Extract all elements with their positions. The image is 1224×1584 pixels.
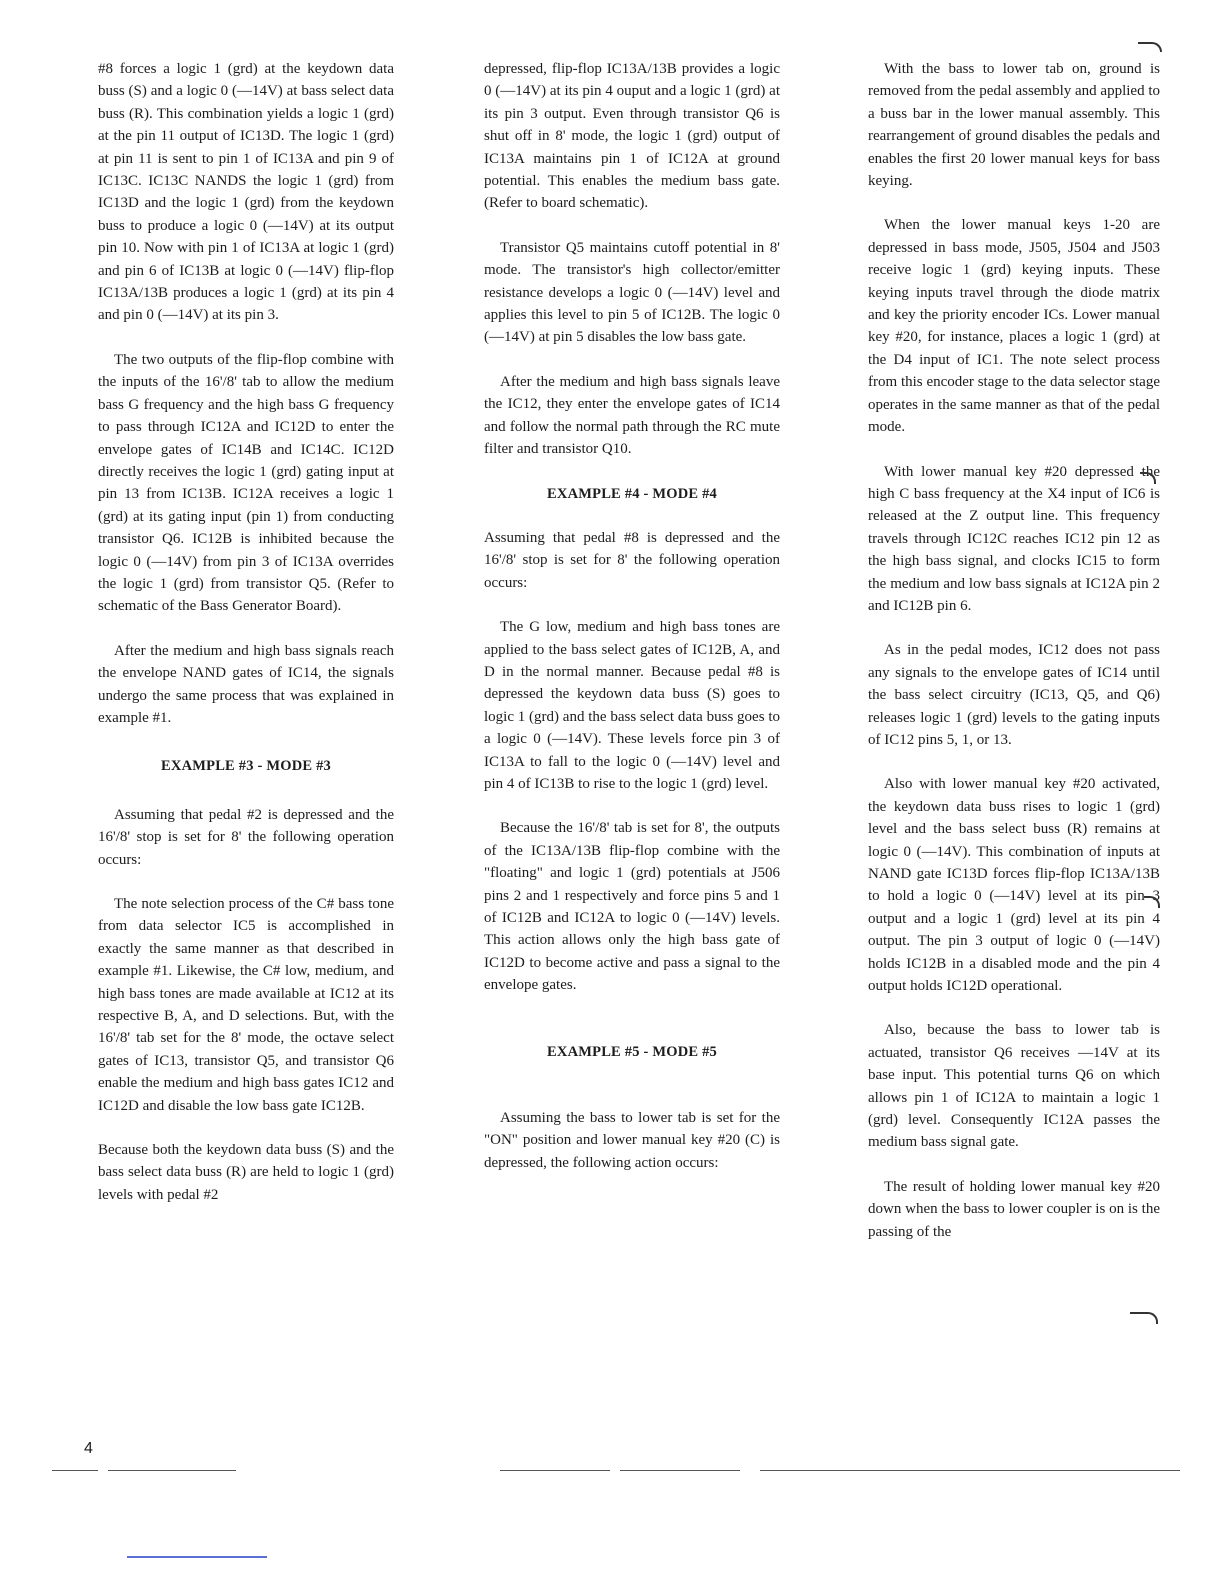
- paragraph: The result of holding lower manual key #20 down when the bass to lower coupler is on is the passing of the: [868, 1178, 1160, 1240]
- paragraph: Assuming that pedal #2 is depressed and the 16'/8' stop is set for 8' the following operation occurs:: [98, 806, 394, 868]
- page-number: 4: [84, 1440, 93, 1457]
- blue-line: [127, 1556, 267, 1558]
- paragraph: depressed, flip-flop IC13A/13B provides a logic 0 (—14V) at its pin 4 ouput and a logic 1 (grd) at its pin 3 output. Even through transistor Q6 is shut off in 8' mode, the logic 1 (grd) output of IC13A maintains pin 1 of IC12A at ground potential. This enables the medium bass gate. (Refer to board schematic).: [484, 61, 780, 212]
- margin-mark: [1130, 1312, 1158, 1324]
- margin-mark: [1138, 42, 1162, 52]
- paragraph: Assuming the bass to lower tab is set for the "ON" position and lower manual key #20 (C) is depressed, the following action occurs:: [484, 1110, 780, 1171]
- paragraph: Also with lower manual key #20 activated, the keydown data buss rises to logic 1 (grd) level and the bass select buss (R) remains at logic 0 (—14V). This combination of inputs at NAND gate IC13D forces flip-flop IC13A/13B to hold a logic 0 (—14V) level at its pin 3 output and a logic 1 (grd) level at its pin 4 output. The pin 3 output of logic 0 (—14V) holds IC12B in a disabled mode and the pin 4 output holds IC12D operational.: [868, 776, 1160, 995]
- paragraph: #8 forces a logic 1 (grd) at the keydown data buss (S) and a logic 0 (—14V) at bass select data buss (R). This combination yields a logic 1 (grd) at the pin 11 output of IC13D. The logic 1 (grd) at pin 11 is sent to pin 1 of IC13A and pin 9 of IC13C. IC13C NANDS the logic 1 (grd) from IC13D and the logic 1 (grd) from the keydown buss to produce a logic 0 (—14V) at its output pin 10. Now with pin 1 of IC13A at logic 1 (grd) and pin 6 of IC13B at logic 0 (—14V) flip-flop IC13A/13B produces a logic 1 (grd) at its pin 4 and pin 0 (—14V) at its pin 3.: [98, 61, 394, 324]
- paragraph: The two outputs of the flip-flop combine with the inputs of the 16'/8' tab to allow the medium bass G frequency and the high bass G frequency to pass through IC12A and IC12D to enter the envelope gates of IC14B and IC14C. IC12D directly receives the logic 1 (grd) gating input at pin 13 from IC13B. IC12A receives a logic 1 (grd) at its gating input (pin 1) from conducting transistor Q6. IC12B is inhibited because the logic 0 (—14V) from pin 3 of IC13A overrides the logic 1 (grd) from transistor Q5. (Refer to schematic of the Bass Generator Board).: [98, 351, 394, 615]
- paragraph: Transistor Q5 maintains cutoff potential in 8' mode. The transistor's high collector/emitter resistance develops a logic 0 (—14V) level and applies this level to pin 5 of IC12B. The logic 0 (—14V) at pin 5 disables the low bass gate.: [484, 239, 780, 346]
- footer-rule: [108, 1470, 236, 1471]
- paragraph: The note selection process of the C# bass tone from data selector IC5 is accomplished in exactly the same manner as that described in example #1. Likewise, the C# low, medium, and high bass tones are made available at IC12 at its respective B, A, and D selections. But, with the 16'/8' tab set for the 8' mode, the octave select gates of IC13, transistor Q5, and transistor Q6 enable the medium and high bass gates IC12 and IC12D and disable the low bass gate IC12B.: [98, 896, 394, 1114]
- paragraph: With the bass to lower tab on, ground is removed from the pedal assembly and applied to a buss bar in the lower manual assembly. This rearrangement of ground disables the pedals and enables the first 20 lower manual keys for bass keying.: [868, 61, 1160, 190]
- paragraph: Also, because the bass to lower tab is actuated, transistor Q6 receives —14V at its base input. This potential turns Q6 on which allows pin 1 of IC12A to maintain a logic 1 (grd) level. Consequently IC12A passes the medium bass signal gate.: [868, 1022, 1160, 1151]
- text-column-2: [484, 58, 780, 1174]
- paragraph: After the medium and high bass signals reach the envelope NAND gates of IC14, the signals undergo the same process that was explained in example #1.: [98, 642, 394, 726]
- text-column-1: [98, 58, 394, 1206]
- footer-rule: [500, 1470, 610, 1471]
- paragraph: Because both the keydown data buss (S) and the bass select data buss (R) are held to logic 1 (grd) levels with pedal #2: [98, 1142, 394, 1203]
- paragraph: As in the pedal modes, IC12 does not pass any signals to the envelope gates of IC14 until the bass select circuitry (IC13, Q5, and Q6) releases logic 1 (grd) levels to the gating inputs of IC12 pins 5, 1, or 13.: [868, 642, 1160, 748]
- footer-rule: [760, 1470, 1180, 1471]
- paragraph: After the medium and high bass signals leave the IC12, they enter the envelope gates of IC14 and follow the normal path through the RC mute filter and transistor Q10.: [484, 373, 780, 458]
- paragraph: The G low, medium and high bass tones are applied to the bass select gates of IC12B, A, and D in the normal manner. Because pedal #8 is depressed the keydown data buss (S) goes to logic 1 (grd) and the bass select data buss goes to a logic 0 (—14V). These levels force pin 3 of IC13A to fall to the logic 0 (—14V) level and pin 4 of IC13B to rise to the logic 1 (grd) level.: [484, 619, 780, 792]
- paragraph: With lower manual key #20 depressed the high C bass frequency at the X4 input of IC6 is released at the Z output line. This frequency travels through IC12C reaches IC12 pin 12 as the high bass signal, and clocks IC15 to form the medium and low bass signals at IC12A pin 2 and IC12B pin 6.: [868, 463, 1160, 614]
- footer-rule: [52, 1470, 98, 1471]
- section-heading: EXAMPLE #5 - MODE #5: [547, 1043, 717, 1060]
- paragraph: Assuming that pedal #8 is depressed and the 16'/8' stop is set for 8' the following operation occurs:: [484, 529, 780, 591]
- section-heading: EXAMPLE #3 - MODE #3: [161, 758, 331, 775]
- section-heading: EXAMPLE #4 - MODE #4: [547, 485, 717, 502]
- footer-rule: [620, 1470, 740, 1471]
- text-column-3: [868, 58, 1160, 1243]
- paragraph: When the lower manual keys 1-20 are depressed in bass mode, J505, J504 and J503 receive logic 1 (grd) keying inputs. These keying inputs travel through the diode matrix and key the priority encoder ICs. Lower manual key #20, for instance, places a logic 1 (grd) at the D4 input of IC1. The note select process from this encoder stage to the data selector stage operates in the same manner as that of the pedal mode.: [868, 217, 1160, 436]
- paragraph: Because the 16'/8' tab is set for 8', the outputs of the IC13A/13B flip-flop combine with the "floating" and logic 1 (grd) potentials at J506 pins 2 and 1 respectively and force pins 5 and 1 of IC12B and IC12A to logic 0 (—14V) levels. This action allows only the high bass gate of IC12D to become active and pass a signal to the envelope gates.: [484, 820, 780, 994]
